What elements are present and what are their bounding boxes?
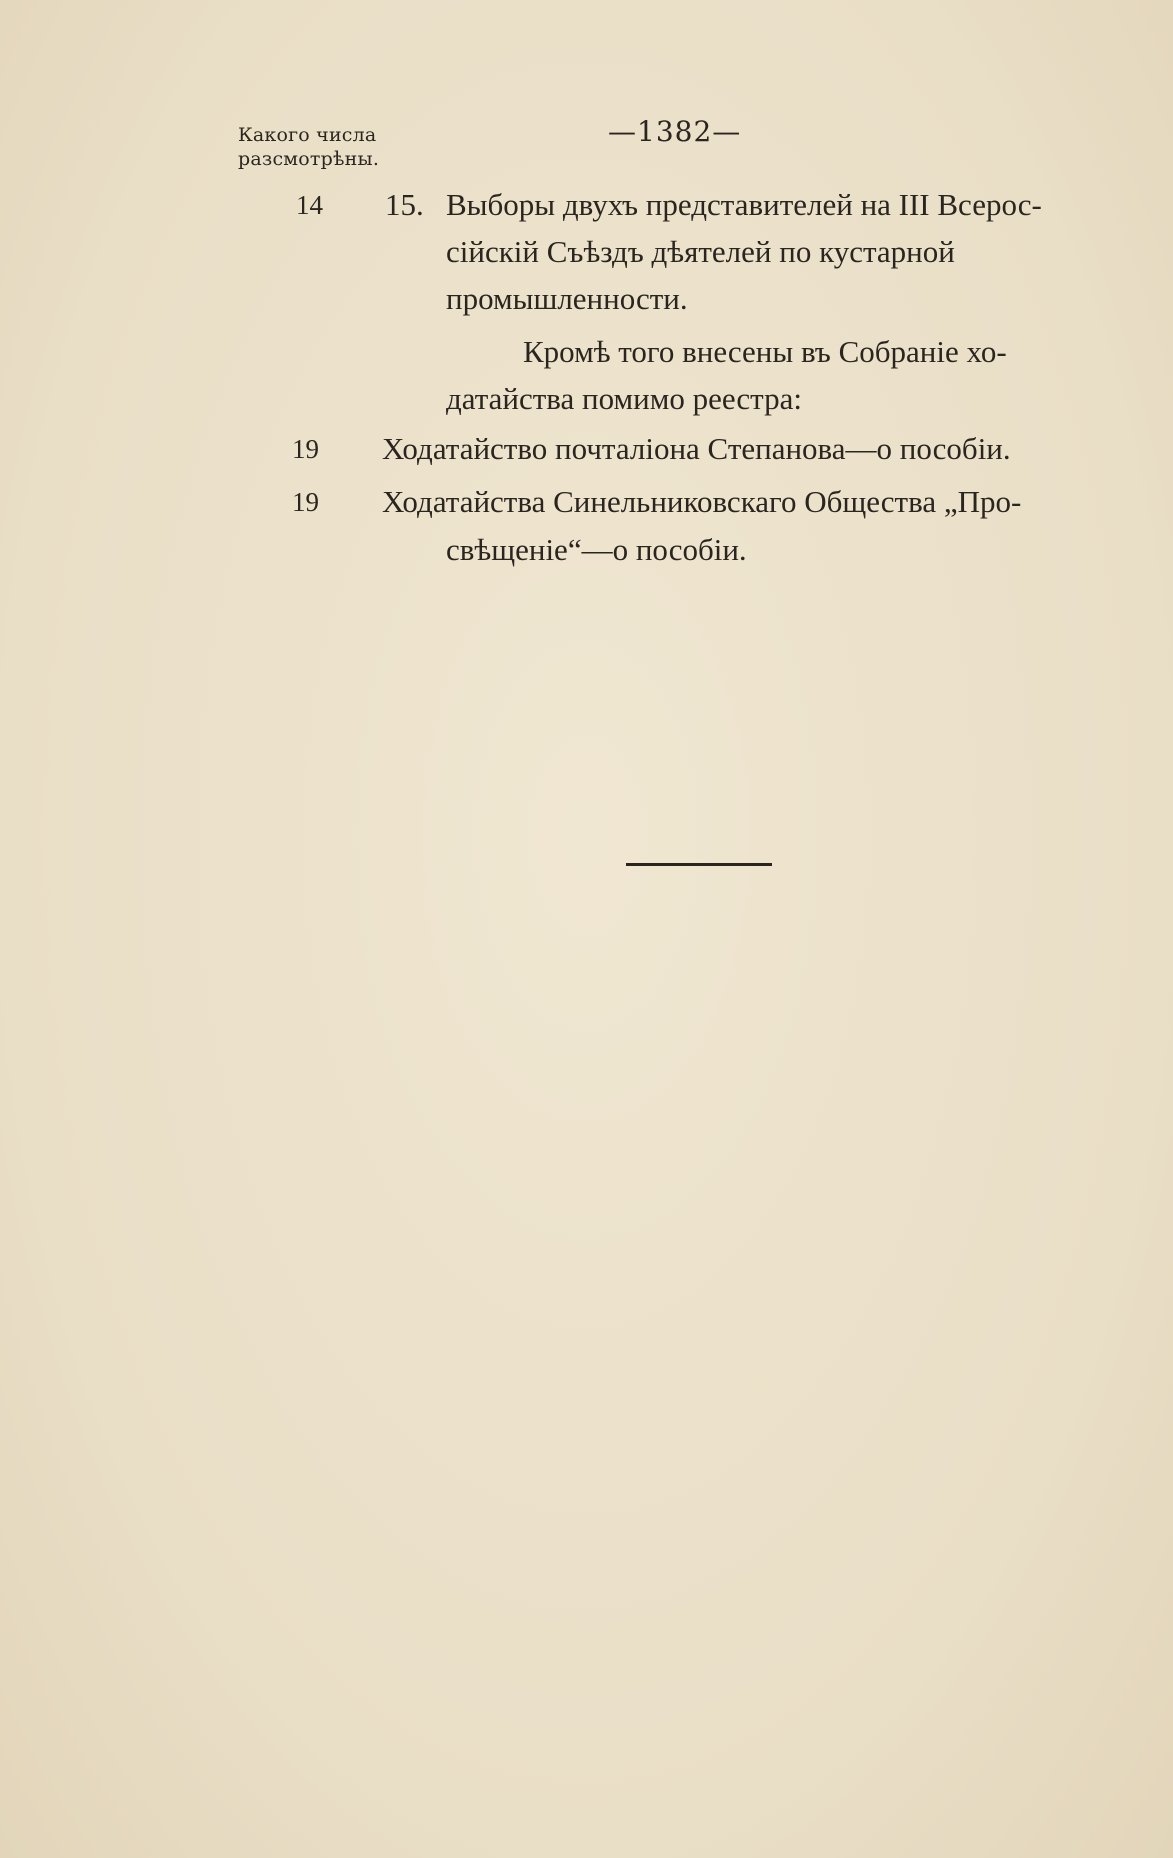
petition-ref-number: 19 <box>292 434 319 464</box>
entry-line: сійскій Съѣздъ дѣятелей по кустарной <box>446 234 955 269</box>
margin-heading-line1: Какого числа <box>238 124 377 146</box>
petition-line: Ходатайство почталіона Степанова—о пособіи. <box>382 431 1011 466</box>
entry-line: Выборы двухъ представителей на III Всерос- <box>446 187 1042 222</box>
section-divider-rule <box>626 863 772 866</box>
margin-heading <box>238 123 379 171</box>
entry-number: 15. <box>385 187 424 222</box>
entry-ref-number: 14 <box>296 190 323 220</box>
petition-line: свѣщеніе“—о пособіи. <box>446 532 747 567</box>
petition-line: Ходатайства Синельниковскаго Общества „Про- <box>382 484 1022 519</box>
petition-ref-number: 19 <box>292 487 319 517</box>
page-number: —1382— <box>608 115 742 148</box>
addendum-line: Кромѣ того внесены въ Собраніе хо- <box>523 334 1007 369</box>
addendum-line: датайства помимо реестра: <box>446 381 802 416</box>
entry-line: промышленности. <box>446 281 688 316</box>
bleed-through-texture <box>200 120 1150 1800</box>
margin-heading-line2: разсмотрѣны. <box>238 148 380 170</box>
